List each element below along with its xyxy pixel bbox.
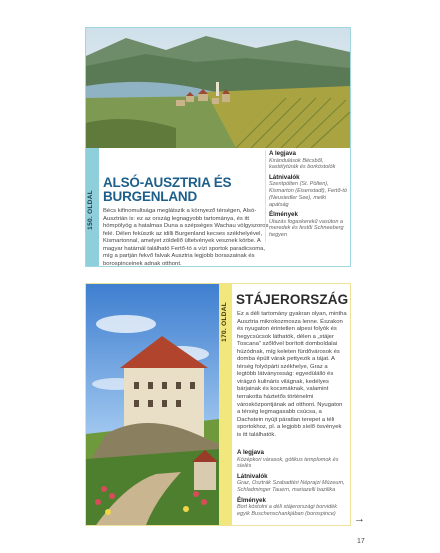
page-ref-tab — [219, 284, 232, 525]
highlight-heading: Látnivalók — [237, 472, 268, 480]
highlight-heading: Élmények — [237, 496, 266, 504]
highlight-heading: A legjava — [237, 449, 264, 456]
highlight-sights — [269, 174, 347, 208]
region-card-lower-austria — [85, 27, 351, 267]
highlight-text: Utazás fogaskerekű vasúton a meredek és festői Schneeberg hegyen — [269, 218, 344, 239]
highlight-heading: Látnivalók — [269, 173, 300, 181]
highlight-sights — [237, 473, 349, 494]
page-ref-label: 170. OLDAL — [221, 302, 228, 342]
highlight-text: Bort kóstolni a déli stájerországi borvidék egyik Buschenschankjában (borospince) — [237, 504, 337, 518]
page-ref-label: 150. OLDAL — [87, 190, 94, 230]
highlight-best — [269, 150, 347, 171]
highlights-box — [237, 449, 349, 521]
highlight-text: Graz, Osztrák Szabadtéri Néprajzi Múzeum, Schladminger Tauern, mariazelli bazilika — [237, 480, 345, 494]
region-description: Ez a déli tartomány gyakran olyan, mintha Ausztria mikrokozmosza lenne. Északon és nyugaton érintetlen alpesi folyók és hegycsúcsok láthatók, délen a „stájer Toscana” szőlővel borított domboldalai húzódnak, míg keleten fürdővárosok és domba épült várak pettyezik a tájat. A térség folyópárti székhelye, Graz a legtöbb látványosság: egyedülálló és virágzó kulináris világnak, kedélyes bárjainak és kocsmáknak, valamint terrakotta háztetős történelmi városközpontjának ad otthont. Nyugaton a térség legmagasabb csúcsa, a Dachstein nyújt páratlan terepet a téli sportokhoz, pl. a legjobb síelő ösvények is itt találhatók. — [237, 311, 347, 438]
region-description: Bécs kifinomultsága meglátszik a környező térségen, Alsó-Ausztrián is: ez az ország legnagyobb tartománya, és itt hömpölyög a hatalmas Duna a szépséges Wachau völgyszoros felé. Délen feküszik az idilli Burgenland kecses székhelyével, Kismartonnal, amelyet zöldellő ültetvények vesznek körbe. A magyar határnál található Fertő-tó a vízi sportok paradicsoma, míg a partján fekvő falvak Ausztria legjobb boraszainak és borospinceinek adnak otthont. — [103, 208, 269, 267]
page-number: 17 — [357, 538, 365, 545]
next-page-arrow-icon[interactable]: → — [354, 513, 365, 525]
region-title: ALSÓ-AUSZTRIA ÉS BURGENLAND — [103, 175, 232, 204]
highlight-best — [237, 449, 349, 470]
highlights-box — [265, 150, 347, 242]
highlight-text: Középkori várasok, gótikus templomok és síelés — [237, 456, 339, 470]
highlight-heading: A legjava — [269, 150, 296, 157]
highlight-heading: Élmények — [269, 211, 298, 219]
region-card-styria — [85, 283, 351, 526]
highlight-experiences — [269, 211, 347, 239]
region-title: STÁJERORSZÁG — [236, 292, 349, 307]
highlight-experiences — [237, 497, 349, 518]
highlight-text: Kirándulások Bécsből, kastélytúrák és borkóstolók — [269, 157, 336, 171]
highlight-text: Szentpölten (St. Pölten), Kismarton (Eisenstadt), Fertő-tó (Neusiedler See), melki apátság — [269, 181, 347, 208]
page-ref-tab — [86, 148, 99, 266]
castle-vineyard-photo — [86, 284, 219, 525]
wachau-valley-photo — [86, 28, 350, 148]
